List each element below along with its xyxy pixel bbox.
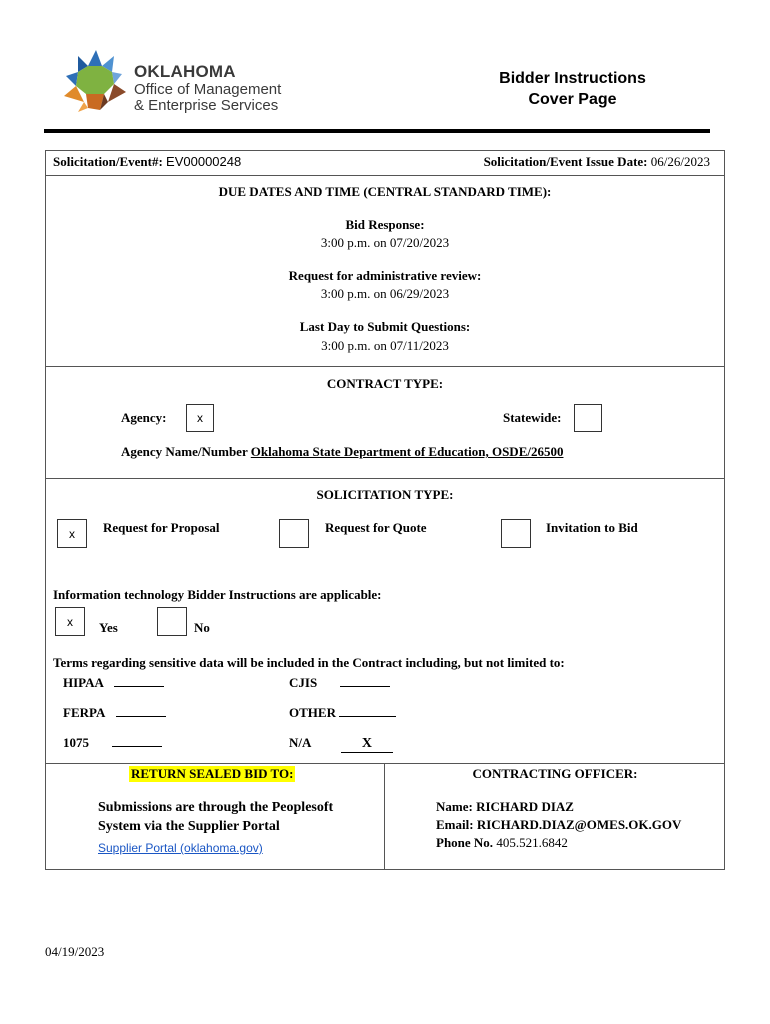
officer-email-row — [436, 817, 681, 833]
solicitation-event-row — [53, 154, 241, 170]
ferpa-label: FERPA — [63, 705, 105, 720]
officer-email-value: RICHARD.DIAZ@OMES.OK.GOV — [476, 817, 682, 832]
agency-name-row — [121, 444, 563, 460]
cjis-blank[interactable] — [340, 675, 390, 687]
bid-response-value: 3:00 p.m. on 07/20/2023 — [320, 235, 450, 250]
na-label: N/A — [289, 735, 311, 750]
page-title-line1: Bidder Instructions — [499, 70, 646, 87]
bid-response-label: Bid Response: — [345, 217, 425, 232]
agency-name-value: Oklahoma State Department of Education, OSDE/26500 — [250, 444, 564, 459]
issue-date-label: Solicitation/Event Issue Date: — [483, 154, 648, 169]
officer-phone-row — [436, 835, 568, 851]
logo-office-text: Office of Management — [134, 81, 282, 98]
agency-label: Agency: — [121, 410, 167, 425]
due-dates-heading: DUE DATES AND TIME (CENTRAL STANDARD TIME): — [218, 184, 552, 199]
rfq-label: Request for Quote — [325, 520, 427, 535]
na-mark[interactable]: X — [341, 736, 393, 753]
it-no-checkbox[interactable] — [157, 607, 187, 636]
cjis-row — [289, 675, 390, 691]
it-yes-label: Yes — [99, 620, 118, 635]
it-yes-checkbox[interactable]: x — [55, 607, 85, 636]
rfq-checkbox[interactable] — [279, 519, 309, 548]
rfp-label: Request for Proposal — [103, 520, 220, 535]
agency-name-label: Agency Name/Number — [121, 444, 248, 459]
page-title-line2: Cover Page — [528, 91, 617, 108]
other-label: OTHER — [289, 705, 336, 720]
officer-email-label: Email: — [436, 817, 474, 832]
itb-label: Invitation to Bid — [546, 520, 638, 535]
itb-checkbox[interactable] — [501, 519, 531, 548]
n1075-label: 1075 — [63, 735, 89, 750]
divider-after-due-dates — [45, 366, 725, 367]
officer-phone-value: 405.521.6842 — [496, 835, 568, 850]
supplier-portal-link-wrap — [98, 839, 263, 857]
questions-value: 3:00 p.m. on 07/11/2023 — [321, 338, 449, 353]
supplier-portal-link[interactable]: Supplier Portal (oklahoma.gov) — [98, 841, 263, 855]
admin-review-label: Request for administrative review: — [288, 268, 482, 283]
questions-label: Last Day to Submit Questions: — [299, 319, 471, 334]
return-bid-line1: Submissions are through the Peoplesoft — [98, 800, 334, 815]
hipaa-label: HIPAA — [63, 675, 104, 690]
footer-date: 04/19/2023 — [45, 944, 105, 959]
omes-star-logo-icon — [56, 48, 136, 118]
divider-after-solicitation — [45, 175, 725, 176]
other-blank[interactable] — [339, 705, 396, 717]
cjis-label: CJIS — [289, 675, 318, 690]
ferpa-blank[interactable] — [116, 705, 166, 717]
logo-oklahoma-text: OKLAHOMA — [134, 62, 236, 81]
ferpa-row — [63, 705, 166, 721]
divider-after-sensitive-data — [45, 763, 725, 764]
statewide-label: Statewide: — [503, 410, 562, 425]
rfp-checkbox[interactable]: x — [57, 519, 87, 548]
hipaa-row — [63, 675, 164, 691]
divider-after-contract-type — [45, 478, 725, 479]
officer-name-value: RICHARD DIAZ — [476, 799, 574, 814]
it-no-label: No — [194, 620, 210, 635]
header-rule — [44, 129, 710, 133]
contract-type-heading: CONTRACT TYPE: — [326, 376, 444, 391]
event-number: EV00000248 — [166, 154, 242, 169]
sensitive-data-statement: Terms regarding sensitive data will be included in the Contract including, but not limited to: — [53, 655, 565, 670]
n1075-blank[interactable] — [112, 735, 162, 747]
issue-date-value: 06/26/2023 — [650, 154, 710, 169]
contracting-officer-heading: CONTRACTING OFFICER: — [472, 766, 638, 781]
return-bid-heading: RETURN SEALED BID TO: — [131, 766, 294, 781]
form-box — [45, 150, 725, 870]
officer-phone-label: Phone No. — [436, 835, 494, 850]
officer-name-label: Name: — [436, 799, 473, 814]
hipaa-blank[interactable] — [114, 675, 164, 687]
logo-enterprise-text: & Enterprise Services — [134, 97, 279, 114]
agency-checkbox[interactable]: x — [186, 404, 214, 432]
issue-date-row — [484, 154, 710, 170]
other-row — [289, 705, 396, 721]
it-instructions-question: Information technology Bidder Instructions are applicable: — [53, 587, 382, 602]
event-label: Solicitation/Event#: — [53, 154, 163, 169]
admin-review-value: 3:00 p.m. on 06/29/2023 — [320, 286, 450, 301]
n1075-row — [63, 735, 162, 751]
return-bid-line2: System via the Supplier Portal — [98, 819, 280, 834]
officer-name-row — [436, 799, 574, 815]
na-row — [289, 735, 393, 753]
solicitation-type-heading: SOLICITATION TYPE: — [316, 487, 454, 502]
statewide-checkbox[interactable] — [574, 404, 602, 432]
